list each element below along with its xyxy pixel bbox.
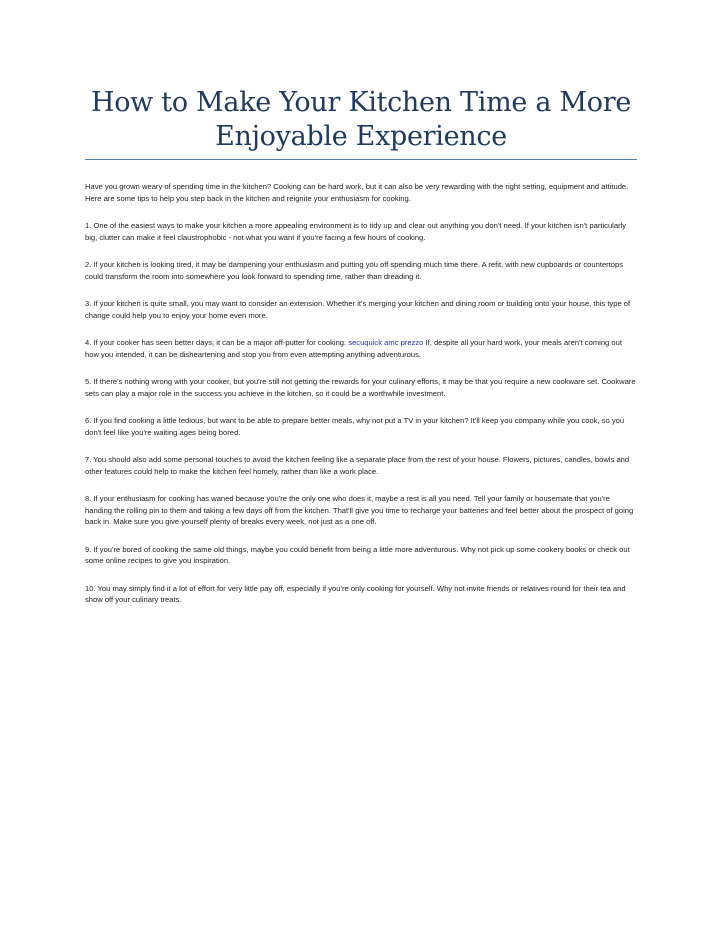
tip-5-paragraph: 5. If there's nothing wrong with your cooker, but you're still not getting the rewards for your culinary efforts, it may be that you require a new cookware set. Cookware sets can play a major role in the success you achieve in the kitchen, so it could be a worthwhile investment.: [85, 377, 636, 398]
intro-paragraph: Have you grown weary of spending time in the kitchen? Cooking can be hard work, but it can also be very rewarding with the right setting, equipment and attitude. Here are some tips to help you step back in the kitchen and reignite your enthusiasm for cooking.: [85, 182, 629, 203]
title-line-1: How to Make Your Kitchen Time a More: [90, 87, 632, 118]
tip-3-paragraph: 3. If your kitchen is quite small, you may want to consider an extension. Whether it's merging your kitchen and dining room or building onto your house, this type of change could help you to enjoy your home even more.: [85, 299, 631, 320]
tip-4-paragraph: [85, 337, 637, 360]
tip-8-paragraph: 8. If your enthusiasm for cooking has waned because you're the only one who does it, maybe a rest is all you need. Tell your family or housemate that you're handing the rolling pin to them and taking a few days off from the kitchen. That'll give you time to recharge your batteries and feel better about the prospect of going back in. Make sure you give yourself plenty of breaks every week, not just as a one off.: [85, 494, 634, 526]
page-title: [85, 86, 637, 154]
tip-10-paragraph: 10. You may simply find it a lot of effort for very little pay off, especially if you're only cooking for yourself. Why not invite friends or relatives round for their tea and show off your culinary treats.: [85, 583, 626, 604]
title-line-2: Enjoyable Experience: [215, 121, 507, 152]
article-body: [85, 181, 637, 622]
secuquick-link[interactable]: secuquick amc prezzo: [348, 338, 424, 347]
tip-6-paragraph: 6. If you find cooking a little tedious, but want to be able to prepare better meals, why not put a TV in your kitchen? It'll keep you company while you cook, so you don't feel like you're waiting ages being bored.: [85, 416, 625, 437]
tip-4-text-before: 4. If your cooker has seen better days, it can be a major off-putter for cooking.: [85, 338, 349, 347]
tip-2-paragraph: 2. If your kitchen is looking tired, it may be dampening your enthusiasm and putting you off spending much time there. A refit, with new cupboards or countertops could transform the room into somewhere you look forward to spending time, rather than dreading it.: [85, 260, 624, 281]
title-divider: [85, 159, 637, 160]
tip-1-paragraph: 1. One of the easiest ways to make your kitchen a more appealing environment is to tidy up and clear out anything you don't need. If your kitchen isn't particularly big, clutter can make it feel claustrophobic - not what you want if you're facing a few hours of cooking.: [85, 221, 627, 242]
tip-4-text-after: If, despite all your hard work, your meals aren't coming out how you intended, it can be disheartening and stop you from even attempting anything adventurous.: [85, 338, 622, 359]
tip-7-paragraph: 7. You should also add some personal touches to avoid the kitchen feeling like a separate place from the rest of your house. Flowers, pictures, candles, bowls and other features could help to make the kitchen feel homely, rather than like a work place.: [85, 455, 630, 476]
tip-9-paragraph: 9. If you're bored of cooking the same old things, maybe you could benefit from being a little more adventurous. Why not pick up some cookery books or check out some online recipes to give you inspiration.: [85, 544, 630, 565]
